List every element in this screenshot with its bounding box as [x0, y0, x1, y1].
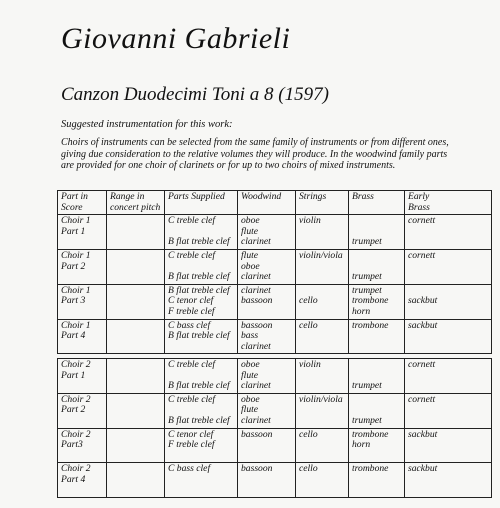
brass-cell	[349, 359, 405, 394]
strings-text: cello	[299, 295, 318, 307]
brass-cell	[349, 428, 405, 463]
woodwind-text: bassoon	[241, 463, 273, 475]
woodwind-text: oboe	[241, 260, 260, 272]
range-cell	[107, 463, 165, 498]
woodwind-text: bassoon	[241, 428, 273, 440]
early-brass-text: cornett	[408, 359, 436, 370]
brass-text: trombone	[352, 463, 389, 475]
part-in-score-text: Part 4	[61, 473, 86, 485]
part-in-score-cell	[58, 359, 107, 394]
parts-supplied-text: F treble clef	[168, 305, 215, 317]
parts-supplied-cell	[165, 215, 238, 250]
strings-cell	[296, 215, 349, 250]
part-in-score-text: Choir 1	[61, 319, 91, 331]
woodwind-text: flute	[241, 369, 259, 381]
column-header-text: Parts Supplied	[168, 191, 225, 202]
strings-cell	[296, 249, 349, 284]
woodwind-text: flute	[241, 249, 259, 261]
part-in-score-text: Part 4	[61, 330, 86, 342]
part-in-score-text: Part 1	[61, 225, 86, 237]
early-brass-text: sackbut	[408, 319, 438, 331]
table-row	[58, 463, 492, 498]
part-in-score-text: Part 3	[61, 295, 86, 307]
parts-supplied-cell	[165, 359, 238, 394]
column-header-text: Score	[61, 201, 83, 213]
brass-text: trombone	[352, 319, 389, 331]
table-row	[58, 319, 492, 354]
early-brass-text: sackbut	[408, 295, 438, 307]
parts-supplied-text: B flat treble clef	[168, 236, 230, 248]
early-brass-text: sackbut	[408, 463, 438, 475]
range-cell	[107, 284, 165, 319]
intro-paragraph	[61, 137, 491, 172]
woodwind-cell	[238, 284, 296, 319]
column-header	[165, 191, 238, 215]
brass-cell	[349, 319, 405, 354]
part-in-score-text: Choir 2	[61, 393, 91, 405]
part-in-score-text: Part 2	[61, 260, 86, 272]
part-in-score-text: Choir 2	[61, 463, 91, 475]
strings-text: cello	[299, 463, 318, 475]
column-header	[349, 191, 405, 215]
parts-supplied-text: C bass clef	[168, 319, 211, 331]
brass-text: horn	[352, 305, 371, 317]
strings-cell	[296, 284, 349, 319]
woodwind-text: clarinet	[241, 414, 271, 426]
woodwind-text: bassoon	[241, 319, 273, 331]
brass-text: horn	[352, 439, 371, 451]
woodwind-cell	[238, 393, 296, 428]
column-header-text: concert pitch	[110, 201, 161, 213]
early-brass-cell	[405, 463, 492, 498]
brass-text: trumpet	[352, 236, 382, 248]
brass-cell	[349, 463, 405, 498]
column-header-text: Range in	[110, 191, 145, 202]
column-header-text: Early	[408, 191, 430, 202]
parts-supplied-cell	[165, 319, 238, 354]
brass-cell	[349, 393, 405, 428]
part-in-score-cell	[58, 249, 107, 284]
strings-cell	[296, 319, 349, 354]
work-title: Canzon Duodecimi Toni a 8 (1597)	[61, 84, 329, 105]
parts-supplied-cell	[165, 249, 238, 284]
parts-supplied-text: B flat treble clef	[168, 380, 230, 392]
part-in-score-text: Choir 1	[61, 215, 91, 227]
early-brass-cell	[405, 284, 492, 319]
woodwind-text: bassoon	[241, 295, 273, 307]
woodwind-cell	[238, 463, 296, 498]
part-in-score-text: Part3	[61, 439, 83, 451]
table-row	[58, 284, 492, 319]
woodwind-text: clarinet	[241, 380, 271, 392]
table-row	[58, 393, 492, 428]
part-in-score-cell	[58, 284, 107, 319]
parts-supplied-text: B flat treble clef	[168, 330, 230, 342]
early-brass-cell	[405, 215, 492, 250]
woodwind-text: flute	[241, 225, 259, 237]
parts-supplied-text: B flat treble clef	[168, 414, 230, 426]
woodwind-text: bass	[241, 330, 259, 342]
parts-supplied-text: C treble clef	[168, 359, 216, 370]
parts-supplied-cell	[165, 393, 238, 428]
parts-supplied-text: C treble clef	[168, 393, 216, 405]
strings-text: cello	[299, 428, 318, 440]
brass-text: trombone	[352, 428, 389, 440]
part-in-score-text: Choir 1	[61, 284, 91, 296]
parts-supplied-text: B flat treble clef	[168, 271, 230, 283]
part-in-score-cell	[58, 463, 107, 498]
column-header	[58, 191, 107, 215]
range-cell	[107, 319, 165, 354]
part-in-score-cell	[58, 319, 107, 354]
parts-supplied-text: C treble clef	[168, 249, 216, 261]
woodwind-text: flute	[241, 404, 259, 416]
strings-text: violin/viola	[299, 249, 343, 261]
brass-cell	[349, 215, 405, 250]
early-brass-text: cornett	[408, 249, 436, 261]
range-cell	[107, 215, 165, 250]
choir-1-table	[57, 190, 492, 354]
brass-text: trumpet	[352, 380, 382, 392]
column-header-text: Woodwind	[241, 191, 282, 202]
parts-supplied-text: C treble clef	[168, 215, 216, 227]
part-in-score-text: Choir 2	[61, 359, 91, 370]
brass-text: trumpet	[352, 271, 382, 283]
part-in-score-cell	[58, 215, 107, 250]
brass-cell	[349, 284, 405, 319]
brass-text: trumpet	[352, 284, 382, 296]
early-brass-text: cornett	[408, 393, 436, 405]
column-header	[405, 191, 492, 215]
intro-line: giving due consideration to the relative volumes they will produce. In the woodwind family parts	[61, 148, 448, 160]
early-brass-cell	[405, 319, 492, 354]
column-header	[296, 191, 349, 215]
table-row	[58, 428, 492, 463]
intro-line: are provided for one choir of clarinets or for up to two choirs of mixed instruments.	[61, 160, 396, 171]
woodwind-text: oboe	[241, 393, 260, 405]
woodwind-cell	[238, 319, 296, 354]
parts-supplied-cell	[165, 284, 238, 319]
brass-text: trumpet	[352, 414, 382, 426]
strings-cell	[296, 463, 349, 498]
part-in-score-text: Part 1	[61, 369, 86, 381]
strings-text: violin/viola	[299, 393, 343, 405]
column-header	[107, 191, 165, 215]
strings-text: violin	[299, 215, 321, 227]
parts-supplied-text: C bass clef	[168, 463, 211, 475]
part-in-score-cell	[58, 428, 107, 463]
parts-supplied-text: F treble clef	[168, 439, 215, 451]
range-cell	[107, 393, 165, 428]
woodwind-cell	[238, 359, 296, 394]
intro-line: Choirs of instruments can be selected from the same family of instruments or from different ones,	[61, 137, 449, 148]
suggested-heading: Suggested instrumentation for this work:	[61, 119, 233, 130]
woodwind-text: clarinet	[241, 340, 271, 352]
woodwind-cell	[238, 249, 296, 284]
composer-name: Giovanni Gabrieli	[61, 22, 291, 55]
column-header-text: Brass	[352, 191, 374, 202]
choir-2-table	[57, 358, 492, 498]
parts-supplied-text: C tenor clef	[168, 428, 214, 440]
early-brass-text: cornett	[408, 215, 436, 227]
strings-cell	[296, 393, 349, 428]
table-row	[58, 249, 492, 284]
range-cell	[107, 428, 165, 463]
parts-supplied-cell	[165, 463, 238, 498]
part-in-score-text: Choir 1	[61, 249, 91, 261]
early-brass-cell	[405, 393, 492, 428]
part-in-score-text: Choir 2	[61, 428, 91, 440]
strings-text: violin	[299, 359, 321, 370]
column-header-text: Part in	[61, 191, 88, 202]
range-cell	[107, 249, 165, 284]
table-header-row	[58, 191, 492, 215]
woodwind-cell	[238, 215, 296, 250]
brass-cell	[349, 249, 405, 284]
part-in-score-text: Part 2	[61, 404, 86, 416]
early-brass-cell	[405, 428, 492, 463]
strings-cell	[296, 359, 349, 394]
table-row	[58, 359, 492, 394]
table-row	[58, 215, 492, 250]
range-cell	[107, 359, 165, 394]
woodwind-text: oboe	[241, 215, 260, 227]
column-header-text: Brass	[408, 201, 430, 213]
early-brass-cell	[405, 359, 492, 394]
woodwind-text: clarinet	[241, 271, 271, 283]
woodwind-cell	[238, 428, 296, 463]
column-header-text: Strings	[299, 191, 327, 202]
parts-supplied-text: B flat treble clef	[168, 284, 230, 296]
strings-text: cello	[299, 319, 318, 331]
woodwind-text: oboe	[241, 359, 260, 370]
woodwind-text: clarinet	[241, 284, 271, 296]
early-brass-text: sackbut	[408, 428, 438, 440]
early-brass-cell	[405, 249, 492, 284]
parts-supplied-cell	[165, 428, 238, 463]
strings-cell	[296, 428, 349, 463]
woodwind-text: clarinet	[241, 236, 271, 248]
part-in-score-cell	[58, 393, 107, 428]
brass-text: trombone	[352, 295, 389, 307]
column-header	[238, 191, 296, 215]
parts-supplied-text: C tenor clef	[168, 295, 214, 307]
